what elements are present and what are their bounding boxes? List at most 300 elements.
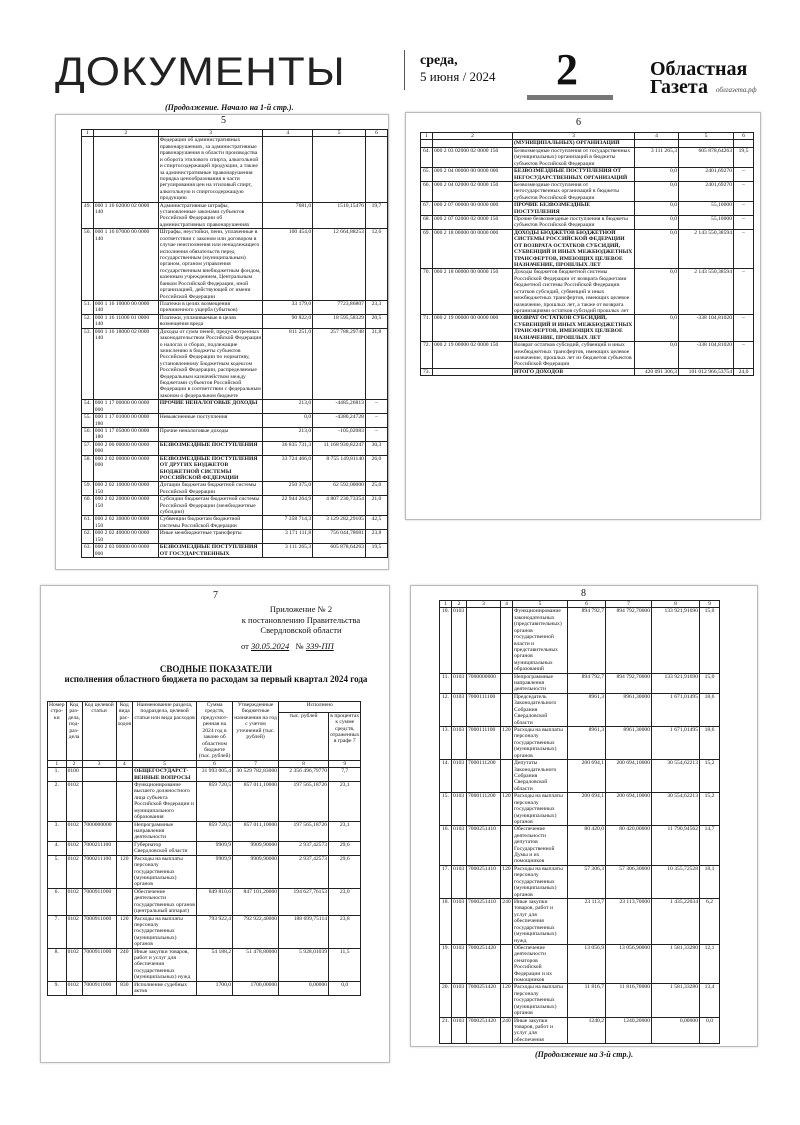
table-cell: Прочие неналоговые доходы (158, 427, 263, 441)
number-label: № (295, 641, 304, 651)
table-cell: Иные закупки товаров, работ и услуг для обеспечения государственных (муниципальных) нужд (133, 948, 197, 981)
table-cell: 0103 (452, 727, 467, 760)
table-cell: 63. (82, 544, 94, 558)
table-cell: 2 356 496,79770 (279, 768, 329, 782)
table-cell: Штрафы, неустойки, пени, уплаченные в соответствии с законом или договором в случае неисполнения или ненадлежащего исполнения обязательств перед государственным (муниципальным) органом, органом управления государственным внебюджетным фондом, казенным учреждением, Центральным банком Российской Федерации, иной организацией, действующей от имени Российской Федерации (158, 229, 263, 301)
table-row (421, 168, 754, 182)
table-cell: 7000211100 (82, 855, 116, 888)
table-cell: -338 104,81020 (679, 342, 734, 369)
table-cell: 57 306,30000 (606, 865, 652, 898)
table-cell: 0100 (66, 768, 82, 782)
table-cell (82, 768, 116, 782)
table-cell: – (734, 216, 754, 230)
table-cell: 859 720,5 (197, 821, 233, 841)
table-cell: 52. (82, 314, 94, 328)
page-number: 2 (556, 45, 578, 94)
table-cell: 10. (440, 608, 452, 673)
table-cell: 0103 (452, 673, 467, 693)
table-title: СВОДНЫЕ ПОКАЗАТЕЛИ (159, 664, 273, 674)
table-cell: 2 (452, 601, 467, 608)
table-cell: Губернатор Свердловской области (133, 841, 197, 855)
table-cell: 7000251410 (467, 898, 501, 944)
table-cell: Обеспечение деятельности сенаторов Российской Федерации и их помощников (513, 944, 568, 984)
table-cell: 792 922,40000 (233, 915, 279, 948)
table-cell: 7000111200 (467, 793, 501, 826)
table-row (421, 181, 754, 201)
table-cell: Административные штрафы, установленные законами субъектов Российской Федерации об административных правонарушениях (158, 202, 263, 229)
table-row (440, 865, 720, 898)
table-cell (635, 140, 679, 147)
table-cell: 133 921,91690 (652, 608, 700, 673)
table-cell: ДОХОДЫ БЮДЖЕТОВ БЮДЖЕТНОЙ СИСТЕМЫ РОССИЙСКОЙ ФЕДЕРАЦИИ ОТ ВОЗВРАТА ОСТАТКОВ СУБСИДИЙ, СУБВЕНЦИЙ И ИНЫХ МЕЖБЮДЖЕТНЫХ ТРАНСФЕРТОВ, ИМЕЮЩИХ ЦЕЛЕВОЕ НАЗНАЧЕНИЕ, ПРОШЛЫХ ЛЕТ (513, 229, 635, 269)
table-cell: 18,6 (700, 693, 720, 726)
table-cell: 000 2 02 10000 00 0000 150 (93, 482, 158, 496)
panel-7-number: 7 (213, 590, 218, 601)
table-cell: 0102 (66, 981, 82, 995)
table-cell: 51 478,80000 (233, 948, 279, 981)
table-cell: Наименование раздела, подраздела, целевой статьи или вида расходов (133, 702, 197, 761)
table-cell: 23,1 (329, 821, 361, 841)
table-row (82, 414, 388, 428)
table-cell (82, 782, 116, 822)
table-row (421, 368, 754, 375)
table-cell: 4 807 230,73354 (313, 496, 366, 516)
table-cell: – (365, 427, 387, 441)
table-row (82, 137, 388, 202)
table-cell: Обеспечение деятельности депутатов Государственной Думы и их помощников (513, 826, 568, 866)
table-cell: 23,8 (329, 915, 361, 948)
table-cell: 25,0 (365, 482, 387, 496)
table-cell: – (734, 229, 754, 269)
table-cell (263, 137, 313, 202)
table-cell: 200 694,1 (568, 793, 606, 826)
table-cell: 1 581,33280 (652, 944, 700, 984)
table-cell: 1240,20000 (606, 1017, 652, 1044)
table-cell: 0103 (452, 898, 467, 944)
table-cell: Председатель Законодательного Собрания Свердловской области (513, 693, 568, 726)
table-cell: 6 (197, 760, 233, 767)
table-row (440, 608, 720, 673)
table-cell: 188 699,75114 (279, 915, 329, 948)
table-cell: 7681,0 (263, 202, 313, 229)
newspaper-header (0, 0, 800, 100)
table-cell: Функционирование законодательных (представительных) органов государственной власти и представительных органов муниципальных образований (513, 608, 568, 673)
table-cell: 000 1 16 07000 00 0000 140 (93, 229, 158, 301)
section-title: ДОКУМЕНТЫ (55, 50, 346, 95)
table-cell: 12,1 (700, 944, 720, 984)
table-cell: – (734, 269, 754, 315)
table-cell: 213,0 (263, 400, 313, 414)
table-cell: Субсидии бюджетам бюджетной системы Российской Федерации (межбюджетные субсидии) (158, 496, 263, 516)
table-cell: 7000911000 (82, 915, 116, 948)
table-cell: 9 (329, 760, 361, 767)
table-cell: 1 671,01495 (652, 693, 700, 726)
table-cell (679, 140, 734, 147)
table-cell: 120 (501, 865, 513, 898)
table-cell: 49. (82, 202, 94, 229)
table-cell: 11 168 930,82247 (313, 441, 366, 455)
table-cell: 200 694,10000 (606, 793, 652, 826)
table-cell: 53. (82, 328, 94, 400)
panel-5-number: 5 (221, 115, 226, 126)
table-cell: 50. (82, 229, 94, 301)
table-cell: 0,0 (635, 229, 679, 269)
table-cell: 197 565,18726 (279, 821, 329, 841)
table-cell: 7000251410 (467, 865, 501, 898)
revenue-table-5 (81, 129, 388, 558)
table-row (421, 315, 754, 342)
table-cell: 3 171 111,8 (263, 530, 313, 544)
table-row (48, 821, 361, 841)
table-cell: 849 810,6 (197, 888, 233, 915)
table-cell: 60. (82, 496, 94, 516)
table-cell: 420 091 306,3 (635, 368, 679, 375)
table-cell: БЕЗВОЗМЕЗДНЫЕ ПОСТУПЛЕНИЯ ОТ НЕГОСУДАРСТВЕННЫХ ОРГАНИЗАЦИЙ (513, 168, 635, 182)
table-cell: Платежи в целях возмещения причиненного ущерба (убытков) (158, 300, 263, 314)
table-cell: Субвенции бюджетам бюджетной системы Российской Федерации (158, 516, 263, 530)
appendix-note (226, 604, 376, 636)
table-cell: 20,5 (365, 314, 387, 328)
table-cell: 29,6 (329, 841, 361, 855)
continued-from-note: (Продолжение. Начало на 1-й стр.). (165, 103, 294, 112)
table-cell: Функционирование высшего должностного лица субъекта Российской Федерации и муниципального образования (133, 782, 197, 822)
table-cell: 9. (48, 981, 67, 995)
table-cell: 70. (421, 269, 433, 315)
page-number-bar (527, 95, 613, 100)
table-cell: 0,0 (635, 216, 679, 230)
table-cell: 0,0 (635, 181, 679, 201)
table-cell: 197 565,18726 (279, 782, 329, 822)
table-cell: 0103 (452, 984, 467, 1017)
table-cell: 23,8 (365, 530, 387, 544)
table-row (48, 855, 361, 888)
table-cell: 200 694,10000 (606, 760, 652, 793)
table-cell: 4 (501, 601, 513, 608)
table-cell: 7000211100 (82, 841, 116, 855)
table-cell: ОБЩЕГОСУДАРСТ-ВЕННЫЕ ВОПРОСЫ (133, 768, 197, 782)
table-row (82, 314, 388, 328)
table-cell: 14,7 (700, 826, 720, 866)
table-cell: 19,7 (365, 202, 387, 229)
table-row (440, 673, 720, 693)
table-cell: 000 1 17 01000 00 0000 180 (93, 414, 158, 428)
table-cell: 8 755 149,81140 (313, 455, 366, 482)
table-cell: 65. (421, 168, 433, 182)
table-cell: 257 788,29748 (313, 328, 366, 400)
table-row (440, 793, 720, 826)
table-cell: Иные межбюджетные трансферты (158, 530, 263, 544)
table-cell: 13. (440, 727, 452, 760)
table-cell: 13,4 (700, 984, 720, 1017)
table-cell: 000 1 17 05000 00 0000 180 (93, 427, 158, 441)
table-cell: 830 (116, 981, 133, 995)
table-cell: – (365, 414, 387, 428)
table-row (48, 760, 361, 767)
table-cell: 4 (635, 133, 679, 140)
table-cell: 8. (48, 948, 67, 981)
table-cell: 1 (48, 760, 67, 767)
table-cell: Исполнение судебных актов (133, 981, 197, 995)
table-cell: 000 2 07 00000 00 0000 000 (433, 202, 513, 216)
table-cell: 7,7 (329, 768, 361, 782)
table-cell: -338 104,81020 (679, 315, 734, 342)
table-cell: 000 2 04 00000 00 0000 000 (433, 168, 513, 182)
table-cell: 72. (421, 342, 433, 369)
table-cell: ВОЗВРАТ ОСТАТКОВ СУБСИДИЙ, СУБВЕНЦИЙ И ИНЫХ МЕЖБЮДЖЕТНЫХ ТРАНСФЕРТОВ, ИМЕЮЩИХ ЦЕЛЕВОЕ НАЗНАЧЕНИЕ, ПРОШЛЫХ ЛЕТ (513, 315, 635, 342)
table-cell: 0,0 (635, 168, 679, 182)
table-cell: 1510,15476 (313, 202, 366, 229)
table-cell (501, 944, 513, 984)
table-cell: 0,0 (635, 202, 679, 216)
table-cell: Код раз-дела, под-раз-дела (66, 702, 82, 761)
table-cell: 793 922,4 (197, 915, 233, 948)
table-cell: 0103 (452, 826, 467, 866)
table-row (48, 841, 361, 855)
table-cell: 8961,3 (568, 727, 606, 760)
table-cell: 811 251,0 (263, 328, 313, 400)
table-cell: 2 (93, 130, 158, 137)
table-cell: 9 (700, 601, 720, 608)
table-cell: 2 (66, 760, 82, 767)
table-cell (501, 826, 513, 866)
table-cell: 5 (313, 130, 366, 137)
table-cell: 57 306,3 (568, 865, 606, 898)
table-cell: 4. (48, 841, 67, 855)
table-cell (467, 608, 501, 673)
table-cell: 7 358 714,3 (263, 516, 313, 530)
table-cell: 30 554,62213 (652, 760, 700, 793)
table-cell: 756 044,78681 (313, 530, 366, 544)
table-cell: 0103 (452, 760, 467, 793)
table-cell: 000 1 16 18000 02 0000 140 (93, 328, 158, 400)
table-cell: 857 011,10000 (233, 821, 279, 841)
table-cell: 14. (440, 760, 452, 793)
table-cell: 21. (440, 1017, 452, 1044)
table-row (440, 826, 720, 866)
table-cell: 0103 (452, 1017, 467, 1044)
table-cell: 3. (48, 821, 67, 841)
table-cell (82, 137, 94, 202)
table-cell: Безвозмездные поступления от государственных (муниципальных) организаций в бюджеты субъектов Российской Федерации (513, 147, 635, 167)
table-cell: 0,0 (700, 1017, 720, 1044)
brand-site: облгазета.рф (716, 86, 757, 94)
table-cell: 30 554,62213 (652, 793, 700, 826)
table-cell: Дотации бюджетам бюджетной системы Российской Федерации (158, 482, 263, 496)
table-cell: 000 2 19 00000 02 0000 150 (433, 342, 513, 369)
table-cell: 6,2 (700, 898, 720, 944)
expenditure-table-8 (439, 600, 720, 1044)
table-cell: – (734, 202, 754, 216)
table-cell: 15,0 (700, 608, 720, 673)
table-cell: 240 (501, 898, 513, 944)
table-cell: 120 (116, 915, 133, 948)
table-cell: 54 188,2 (197, 948, 233, 981)
table-cell: 0103 (452, 944, 467, 984)
table-cell: 5 (679, 133, 734, 140)
table-cell: 0102 (66, 782, 82, 822)
table-cell: 000 1 16 02000 02 0000 140 (93, 202, 158, 229)
issue-weekday: среда, (420, 53, 458, 68)
table-cell: 2 (433, 133, 513, 140)
table-heading (41, 664, 391, 684)
table-cell: 1 (421, 133, 433, 140)
table-cell: 3 (467, 601, 501, 608)
table-cell: Прочие безвозмездные поступления в бюджеты субъектов Российской Федерации (513, 216, 635, 230)
table-cell: 101 012 966,53754 (679, 368, 734, 375)
table-cell: 0102 (66, 888, 82, 915)
table-cell: 13 056,90000 (606, 944, 652, 984)
table-cell (116, 841, 133, 855)
table-cell: 000 2 03 02000 02 0000 150 (433, 147, 513, 167)
table-cell: 0,0 (329, 981, 361, 995)
table-cell: 31,8 (365, 328, 387, 400)
appendix-line-1: Приложение № 2 (269, 604, 333, 614)
table-cell: 64. (421, 147, 433, 167)
table-row (82, 229, 388, 301)
table-row (82, 441, 388, 455)
table-cell: 7000000000 (467, 673, 501, 693)
table-cell: 54. (82, 400, 94, 414)
table-cell: Непрограммные направления деятельности (513, 673, 568, 693)
table-cell: – (365, 400, 387, 414)
table-cell: 1. (48, 768, 67, 782)
table-cell: 16. (440, 826, 452, 866)
table-cell: 7000911000 (82, 981, 116, 995)
table-row (82, 300, 388, 314)
table-cell: 61. (82, 516, 94, 530)
table-cell: 55,10000 (679, 216, 734, 230)
table-cell: 3 (158, 130, 263, 137)
table-cell: 0102 (66, 915, 82, 948)
table-cell: 100 454,0 (263, 229, 313, 301)
table-cell (433, 140, 513, 147)
table-cell: 7000000000 (82, 821, 116, 841)
table-cell: 000 2 02 30000 00 0000 150 (93, 516, 158, 530)
table-cell: 120 (501, 727, 513, 760)
table-cell: 7723,86807 (313, 300, 366, 314)
table-row (82, 130, 388, 137)
table-cell: 0102 (66, 821, 82, 841)
table-cell: 4 (116, 760, 133, 767)
table-cell: 59. (82, 482, 94, 496)
table-row (82, 482, 388, 496)
table-row (440, 760, 720, 793)
scan-panel-6 (405, 112, 761, 520)
table-cell: Депутаты Законодательного Собрания Свердловской области (513, 760, 568, 793)
table-row (82, 496, 388, 516)
table-cell: 11 816,70000 (606, 984, 652, 1017)
table-cell (116, 821, 133, 841)
table-cell: 000 2 02 00000 00 0000 000 (93, 455, 158, 482)
table-cell: 26,0 (365, 455, 387, 482)
table-cell (433, 368, 513, 375)
table-cell: 2401,69270 (679, 181, 734, 201)
table-row (440, 693, 720, 726)
table-row (421, 229, 754, 269)
table-cell: 42,5 (365, 516, 387, 530)
table-cell: 0,0 (635, 269, 679, 315)
table-cell: 894 792,70000 (606, 608, 652, 673)
table-cell: 23 113,70000 (606, 898, 652, 944)
table-cell: 8961,3 (568, 693, 606, 726)
table-cell: 9909,9 (197, 841, 233, 855)
table-cell: 19. (440, 944, 452, 984)
table-cell: 30,3 (365, 441, 387, 455)
table-cell: 7000251420 (467, 984, 501, 1017)
table-cell (313, 137, 366, 202)
table-cell: 15,0 (700, 673, 720, 693)
table-cell: 2. (48, 782, 67, 822)
table-cell: 62. (82, 530, 94, 544)
table-cell: 5 (513, 601, 568, 608)
table-cell: 1 (440, 601, 452, 608)
table-cell: 3 (82, 760, 116, 767)
table-cell: 90 822,0 (263, 314, 313, 328)
expenditure-table-7 (47, 701, 361, 996)
table-cell: Расходы на выплаты персоналу государственных (муниципальных) органов (513, 984, 568, 1017)
table-cell: 12 664,88253 (313, 229, 366, 301)
table-cell: 0103 (452, 608, 467, 673)
table-cell: 894 792,70000 (606, 673, 652, 693)
table-cell: 18,1 (700, 865, 720, 898)
table-cell: – (734, 181, 754, 201)
table-cell: 4 (263, 130, 313, 137)
header-divider (404, 50, 405, 90)
table-row (440, 984, 720, 1017)
table-cell: 15. (440, 793, 452, 826)
table-cell: 0,00000 (652, 1017, 700, 1044)
table-cell: 200 694,1 (568, 760, 606, 793)
table-cell: 19,5 (734, 147, 754, 167)
table-cell: Иные закупки товаров, работ и услуг для обеспечения (513, 1017, 568, 1044)
table-cell: 2 937,42573 (279, 855, 329, 888)
table-cell: 29,6 (329, 855, 361, 888)
table-cell: 6. (48, 888, 67, 915)
table-cell: – (734, 168, 754, 182)
table-cell: 605 878,64263 (679, 147, 734, 167)
table-cell: 23,0 (329, 888, 361, 915)
table-cell: 55,10000 (679, 202, 734, 216)
table-cell: 2 143 550,38594 (679, 229, 734, 269)
table-cell (734, 140, 754, 147)
table-cell: 23,3 (365, 300, 387, 314)
scan-panel-7 (40, 585, 390, 1063)
table-cell: 9909,9 (197, 855, 233, 888)
table-cell: 3 111 265,3 (263, 544, 313, 558)
table-cell: 15,2 (700, 760, 720, 793)
table-cell: Непрограммные направления деятельности (133, 821, 197, 841)
table-row (82, 427, 388, 441)
table-cell: Сумма средств, предусмот-ренная на 2024 год в законе об областном бюджете (тыс. рублей) (197, 702, 233, 761)
decree-number: 339-ПП (305, 641, 334, 651)
table-row (82, 530, 388, 544)
table-cell: 15,2 (700, 793, 720, 826)
table-cell: 2 937,42573 (279, 841, 329, 855)
table-row (48, 782, 361, 822)
table-cell: 2401,69270 (679, 168, 734, 182)
table-cell: 000 1 16 11000 01 0000 140 (93, 314, 158, 328)
table-cell: Доходы от сумм пеней, предусмотренных законодательством Российской Федерации о налогах и сборах, подлежащие зачислению в бюджеты субъектов Российской Федерации по нормативу, установленному Бюджетным кодексом Российской Федерации, распределяемые Федеральным казначейством между бюджетами субъектов Российской Федерации в соответствии с федеральным законом о федеральном бюджете (159, 328, 262, 399)
table-cell: 7000251420 (467, 944, 501, 984)
decree-reference (241, 641, 334, 651)
table-cell: 1 435,22034 (652, 898, 700, 944)
table-cell: Федерации об административных правонарушениях, за административные правонарушения в области производства и оборота этилового спирта, алкогольной и спиртосодержащей продукции, а также за административные правонарушения порядка ценообразования в части регулирования цен на этиловый спирт, алкогольную и спиртосодержащую продукцию (158, 137, 263, 202)
table-cell: 1 581,33280 (652, 984, 700, 1017)
table-cell: 6 (734, 133, 754, 140)
table-cell: 1 (82, 130, 94, 137)
table-cell: 12,6 (365, 229, 387, 301)
table-cell: 67. (421, 202, 433, 216)
